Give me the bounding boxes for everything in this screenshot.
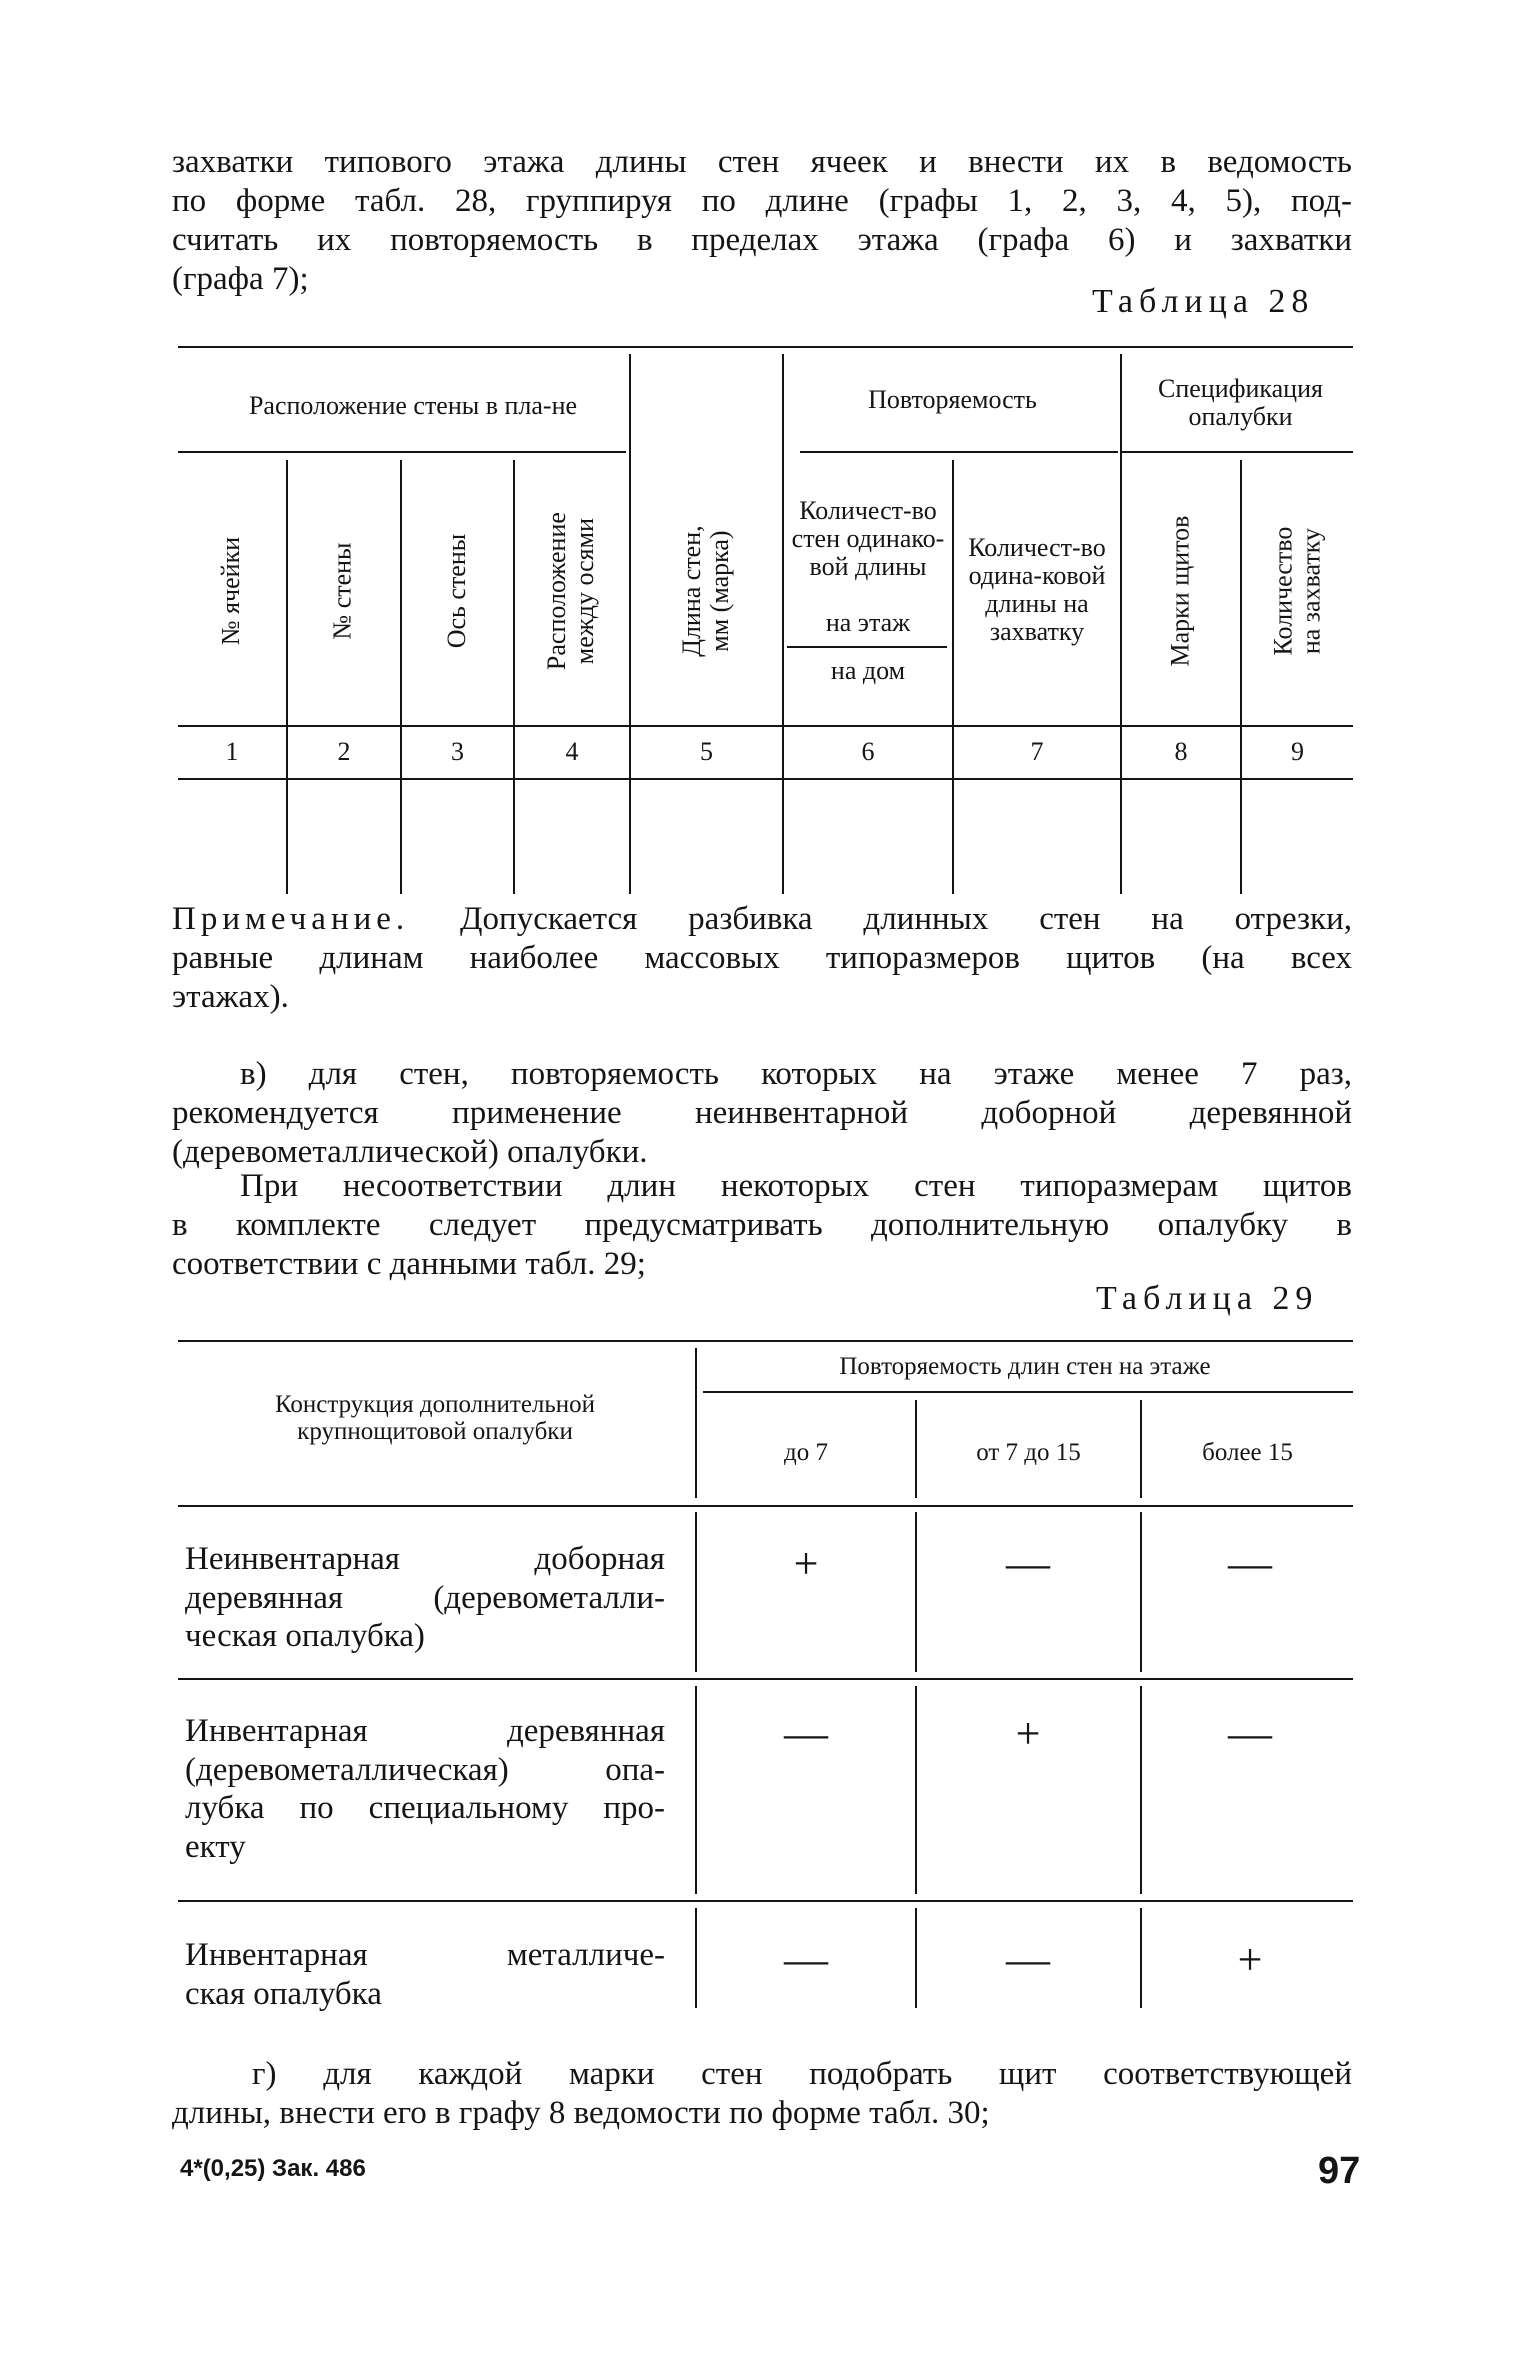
table28-col6-floor: на этаж: [825, 607, 911, 637]
note-line: этажах).: [172, 978, 289, 1015]
table28-col1-header: № ячейки: [215, 536, 245, 646]
table28-num: 5: [700, 736, 713, 766]
note-line: Допускается разбивка длинных стен на отрезки,: [460, 901, 1353, 937]
table29-head-repeat: Повторяемость длин стен на этаже: [839, 1352, 1211, 1380]
page-number: 97: [1318, 2150, 1361, 2192]
table29-head-col: от 7 до 15: [976, 1438, 1081, 1466]
para-v-line: (деревометаллической) опалубки.: [172, 1133, 648, 1170]
table28-col3-header: Ось стены: [441, 533, 471, 649]
para-g-line: длины, внести его в графу 8 ведомости по форме табл. 30;: [172, 2094, 990, 2131]
para-mismatch-line: При несоответствии длин некоторых стен типоразмерам щитов: [240, 1168, 1352, 1204]
table29-head-construction: Конструкция дополнительной крупнощитовой опалубки: [274, 1391, 596, 1445]
note-paragraph: [172, 900, 1352, 1017]
table28-num: 3: [451, 736, 464, 766]
table29-mark: +: [1015, 1709, 1041, 1758]
table28-num: 8: [1174, 736, 1188, 766]
intro-line: (графа 7);: [172, 260, 309, 297]
table29-row-name: Неинвентарная доборная деревянная (деревометалли- ческая опалубка): [185, 1541, 665, 1655]
intro-paragraph: [172, 143, 1352, 299]
table28-num: 7: [1030, 736, 1044, 766]
table29-row-name: Инвентарная деревянная (деревометаллическая) опа- лубка по специальному про- екту: [185, 1713, 665, 1865]
table29-head-col: более 15: [1202, 1438, 1293, 1466]
table28-col6-house: на дом: [830, 655, 906, 685]
table28-col9-header: Количество на захватку: [1268, 526, 1326, 656]
intro-line: считать их повторяемость в пределах этажа (графа 6) и захватки: [172, 221, 1352, 258]
para-mismatch-line: в комплекте следует предусматривать дополнительную опалубку в: [172, 1206, 1352, 1243]
table28-col2-header: № стены: [327, 542, 357, 640]
para-mismatch: [172, 1167, 1352, 1284]
table29-mark: —: [1006, 1539, 1050, 1588]
para-g: [172, 2055, 1352, 2133]
table28-num: 1: [225, 736, 239, 766]
table28-group-spec: Спецификация опалубки: [1158, 373, 1323, 431]
table28-col4-header: Расположение между осями: [541, 512, 599, 670]
table29-head-col: до 7: [784, 1438, 828, 1466]
table29-mark: +: [793, 1539, 819, 1588]
table29-mark: —: [784, 1709, 828, 1758]
table28-caption: Таблица 28: [1092, 283, 1315, 320]
table28-num: 2: [337, 736, 351, 766]
para-v-line: в) для стен, повторяемость которых на этаже менее 7 раз,: [240, 1056, 1352, 1092]
table28-col6-header: Количест-во стен одинако-вой длины: [791, 495, 945, 582]
table29-mark: —: [784, 1935, 828, 1984]
table29-row-name: Инвентарная металличе- ская опалубка: [185, 1937, 665, 2012]
table28-group-location: Расположение стены в пла-не: [248, 390, 578, 420]
para-v-line: рекомендуется применение неинвентарной доборной деревянной: [172, 1094, 1352, 1131]
table28-num: 4: [565, 736, 579, 766]
note-line: равные длинам наиболее массовых типоразмеров щитов (на всех: [172, 939, 1352, 976]
para-mismatch-line: соответствии с данными табл. 29;: [172, 1245, 646, 1282]
table29-mark: —: [1228, 1539, 1272, 1588]
intro-line: по форме табл. 28, группируя по длине (графы 1, 2, 3, 4, 5), под-: [172, 182, 1352, 219]
table28-num: 6: [861, 736, 875, 766]
table28-col5-header: Длина стен, мм (марка): [676, 525, 734, 657]
table29-caption: Таблица 29: [1096, 1280, 1319, 1317]
note-label: Примечание.: [172, 901, 410, 937]
table28-col8-header: Марки щитов: [1164, 515, 1194, 667]
table29-mark: +: [1237, 1935, 1263, 1984]
table28-num: 9: [1291, 736, 1304, 766]
table29-mark: —: [1006, 1935, 1050, 1984]
print-info: 4*(0,25) Зак. 486: [180, 2155, 366, 2182]
table28-group-repeat: Повторяемость: [868, 384, 1037, 414]
para-g-line: г) для каждой марки стен подобрать щит соответствующей: [252, 2056, 1352, 2092]
table28-col7-header: Количест-во одина-ковой длины на захватку: [968, 532, 1106, 647]
intro-line: захватки типового этажа длины стен ячеек и внести их в ведомость: [172, 144, 1352, 180]
para-v: [172, 1055, 1352, 1172]
table29-mark: —: [1228, 1709, 1272, 1758]
